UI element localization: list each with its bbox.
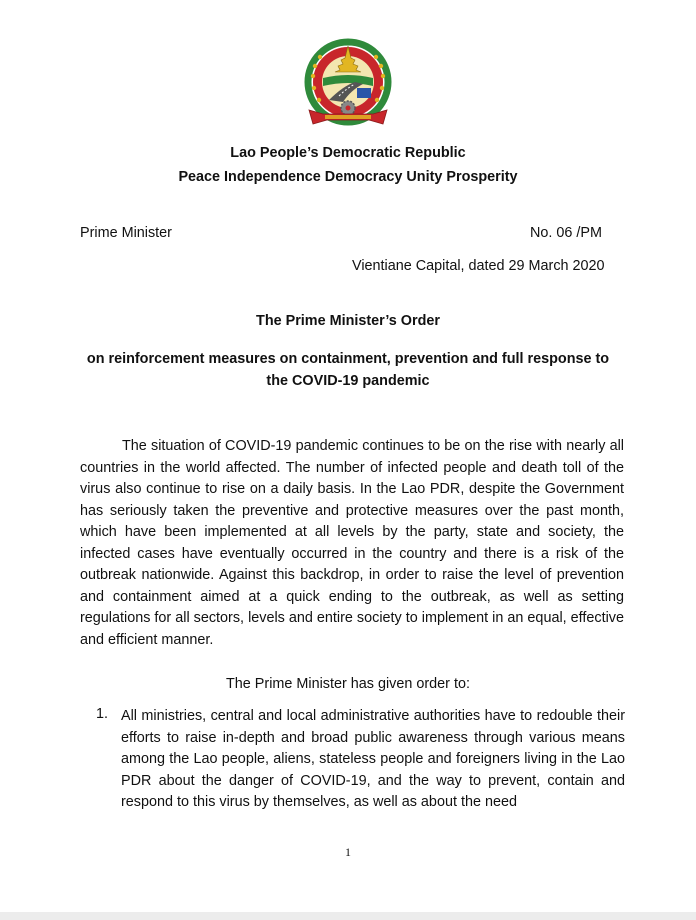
national-motto: Peace Independence Democracy Unity Prosperity (178, 169, 518, 185)
document-number: No. 06 /PM (530, 225, 602, 241)
page-bottom-edge (0, 912, 696, 920)
list-item-text: All ministries, central and local administrative authorities have to redouble their efforts to raise in-depth and broad public awareness through various means among the Lao people, aliens, stateless people and foreigners living in the Lao PDR about the danger of COVID-19, and the way to prevent, contain and respond to this virus by themselves, as well as about the need (121, 708, 625, 810)
lao-national-emblem-icon (303, 38, 393, 132)
order-subtitle-line-1: on reinforcement measures on containment, prevention and full response to (86, 351, 610, 367)
place-date: Vientiane Capital, dated 29 March 2020 (352, 258, 605, 274)
issuer-label: Prime Minister (80, 225, 172, 241)
order-title: The Prime Minister’s Order (256, 313, 440, 329)
order-subtitle-line-2: the COVID-19 pandemic (266, 373, 430, 389)
list-item-number: 1. (96, 706, 109, 722)
order-intro: The Prime Minister has given order to: (226, 676, 470, 692)
intro-paragraph: The situation of COVID-19 pandemic continues to be on the rise with nearly all countries in the world affected. The number of infected people and death toll of the virus also continue to rise on a daily basis. In the Lao PDR, despite the Government has seriously taken the preventive and protective measures over the past month, which have been implemented at all levels by the party, state and society, the infected cases have eventually occurred in the country and there is a risk of the outbreak nationwide. Against this backdrop, in order to raise the level of prevention and containment aimed at a quick ending to the outbreak, as well as setting regulations for all sectors, levels and entire society to implement in an equal, effective and efficient manner. (80, 438, 624, 648)
page-number: 1 (345, 845, 351, 859)
country-name: Lao People’s Democratic Republic (230, 145, 466, 161)
